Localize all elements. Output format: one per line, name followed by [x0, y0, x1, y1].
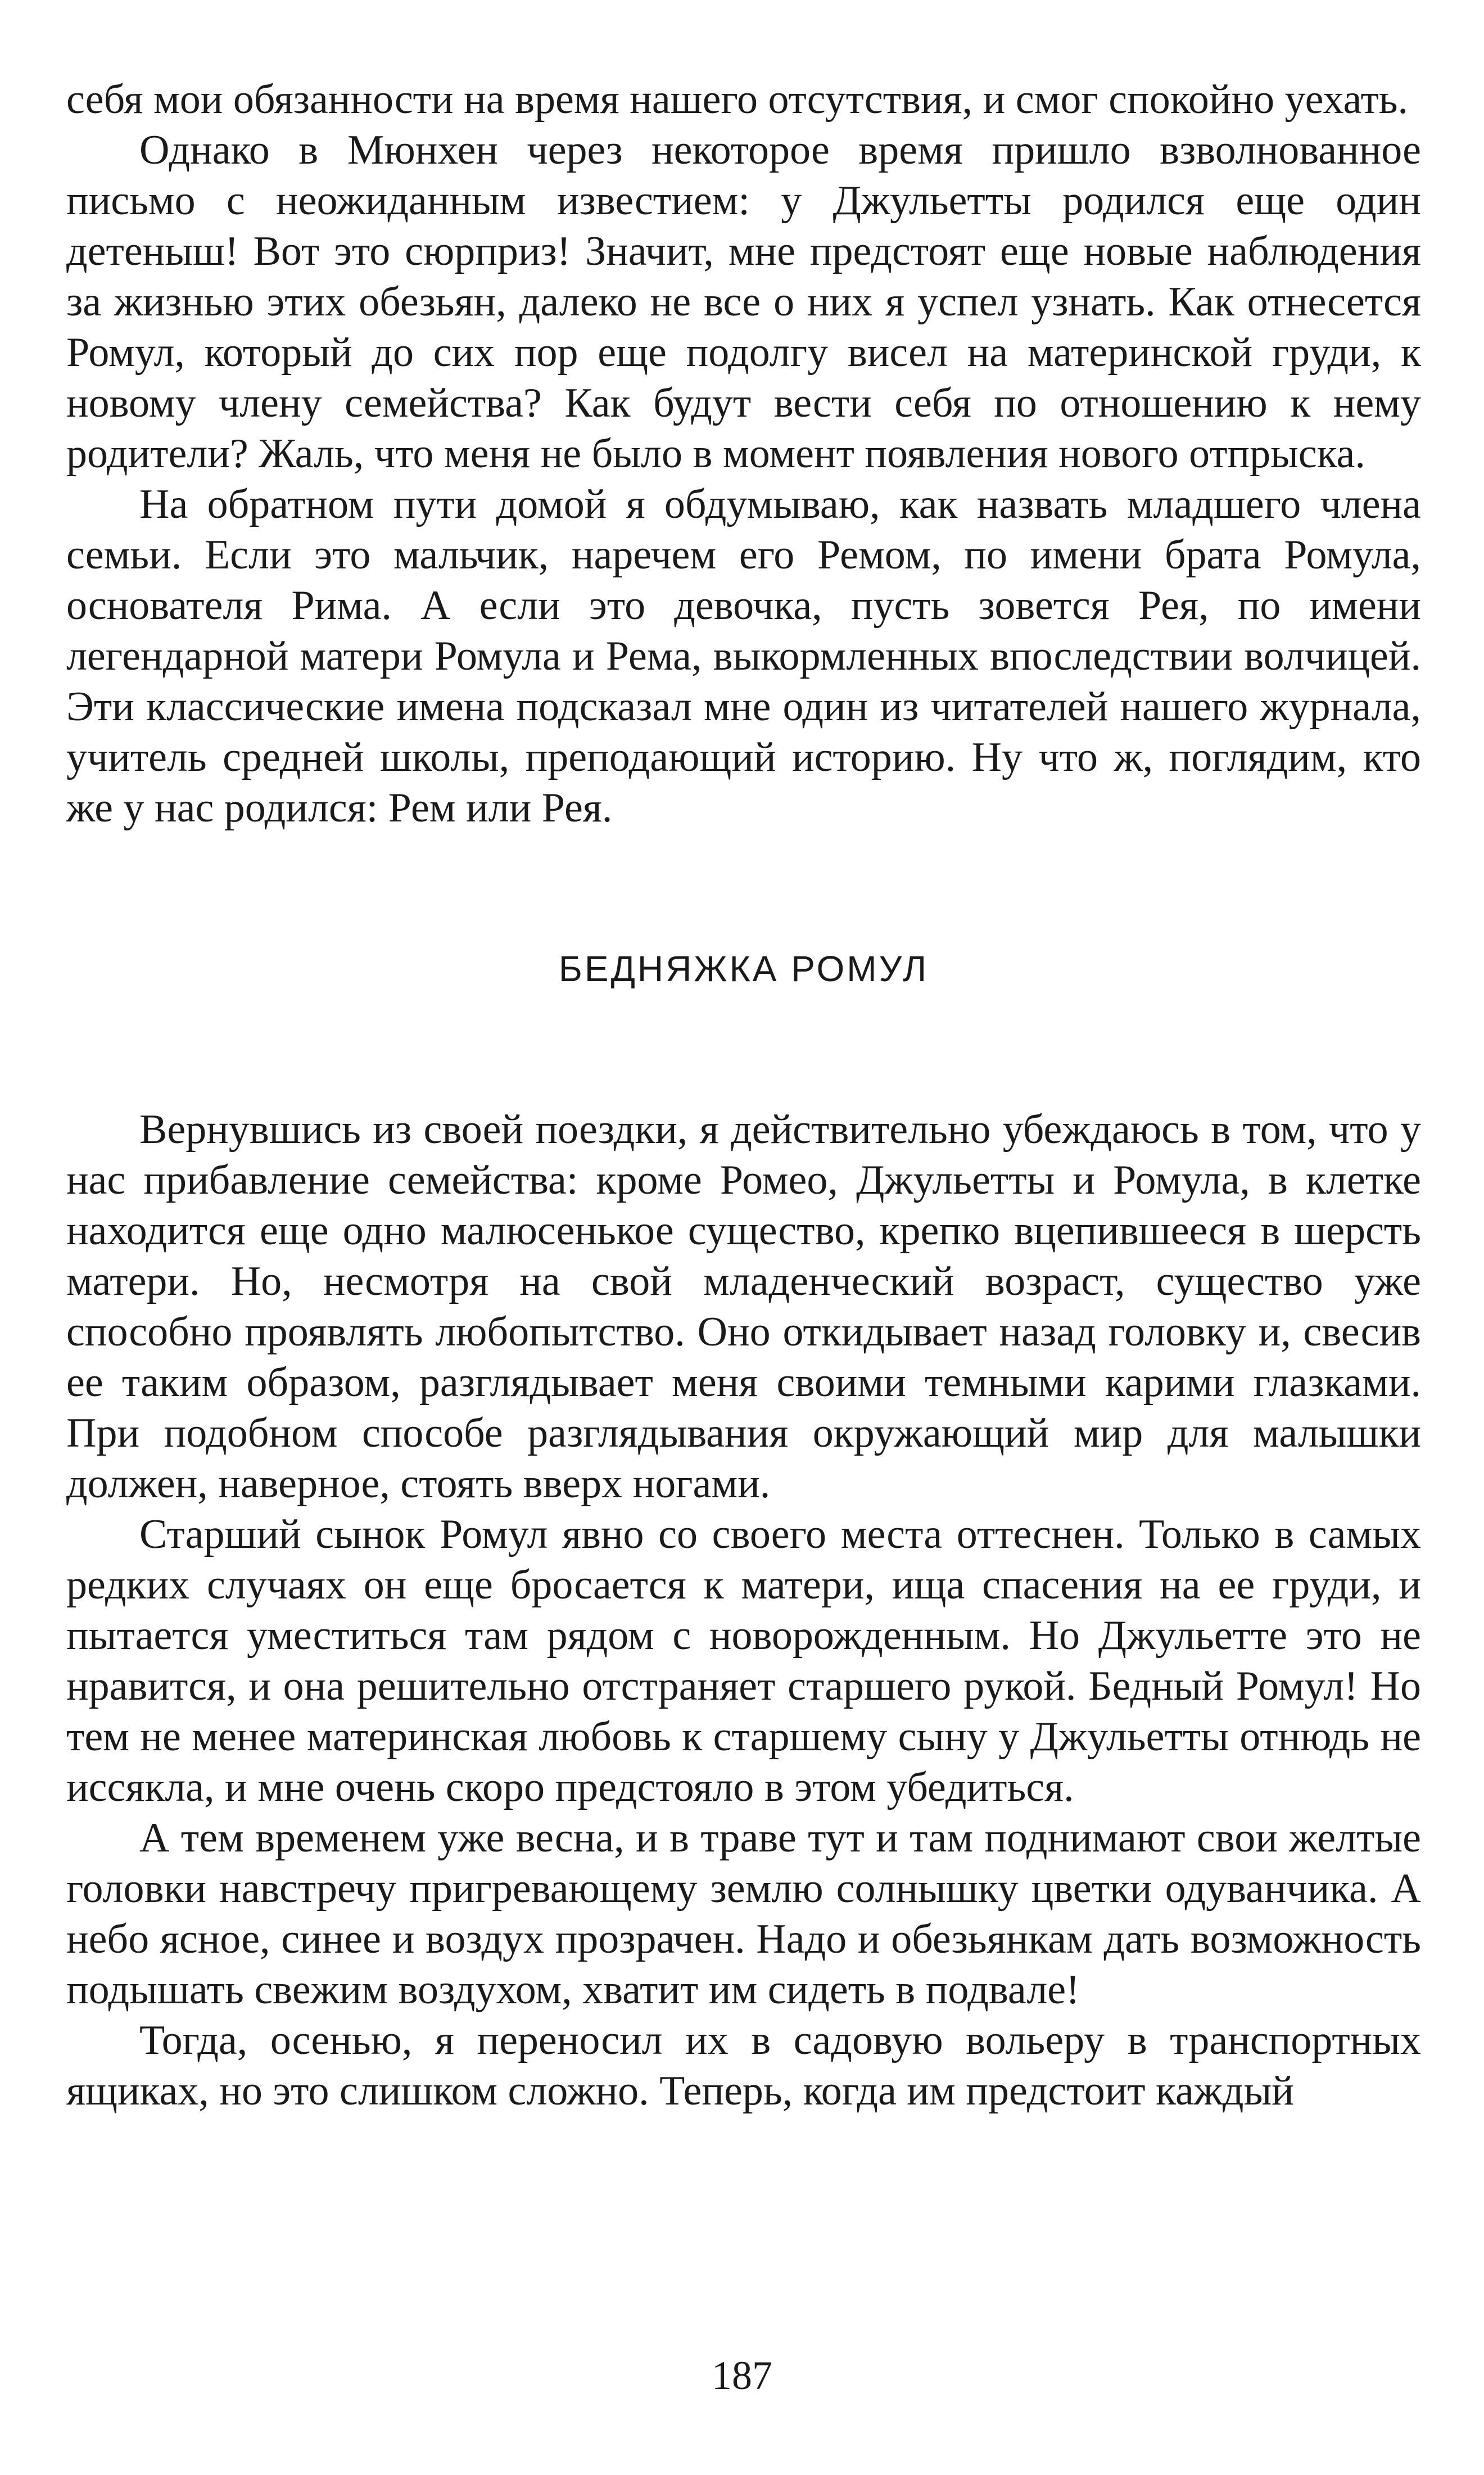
- paragraph-continued: себя мои обязанности на время нашего отсутствия, и смог спокойно уехать.: [66, 76, 1409, 123]
- page-number: 187: [712, 2353, 772, 2398]
- paragraph-naming: На обратном пути домой я обдумываю, как назвать младшего члена семьи. Если это мальчик, наречем его Ремом, по имени брата Ромула, основателя Рима. А если это девочка, пусть зовется Рея, по имени легендарной матери Ромула и Рема, выкормленных впоследствии волчицей. Эти классические имена подсказал мне один из читателей нашего журнала, учитель средней школы, преподающий историю. Ну что ж, поглядим, кто же у нас родился: Рем или Рея.: [66, 481, 1421, 831]
- paragraph-letter-news: Однако в Мюнхен через некоторое время пришло взволнованное письмо с неожиданным известием: у Джульетты родился еще один детеныш! Вот это сюрприз! Значит, мне предстоят еще новые наблюдения за жизнью этих обезьян, далеко не все о них я успел узнать. Как отнесется Ромул, который до сих пор еще подолгу висел на материнской груди, к новому члену семейства? Как будут вести себя по отношению к нему родители? Жаль, что меня не было в момент появления нового отпрыска.: [66, 127, 1421, 477]
- paragraph-new-family-member: Вернувшись из своей поездки, я действительно убеждаюсь в том, что у нас прибавление семейства: кроме Ромео, Джульетты и Ромула, в клетке находится еще одно малюсенькое существо, крепко вцепившееся в шерсть матери. Но, несмотря на свой младенческий возраст, существо уже способно проявлять любопытство. Оно откидывает назад головку и, свесив ее таким образом, разглядывает меня своими темными карими глазками. При подобном способе разглядывания окружающий мир для малышки должен, наверное, стоять вверх ногами.: [66, 1106, 1421, 1507]
- paragraph-transport: Тогда, осенью, я переносил их в садовую вольеру в транспортных ящиках, но это слишком сложно. Теперь, когда им предстоит каждый: [66, 2017, 1421, 2114]
- book-page: [66, 74, 1421, 2116]
- section-heading: БЕДНЯЖКА РОМУЛ: [558, 949, 929, 989]
- paragraph-spring: А тем временем уже весна, и в траве тут и там поднимают свои желтые головки навстречу пригревающему землю солнышку цветки одуванчика. А небо ясное, синее и воздух прозрачен. Надо и обезьянкам дать возможность подышать свежим воздухом, хватит им сидеть в подвале!: [66, 1815, 1421, 2013]
- paragraph-romulus-pushed-aside: Старший сынок Ромул явно со своего места оттеснен. Только в самых редких случаях он еще бросается к матери, ища спасения на ее груди, и пытается уместиться там рядом с новорожденным. Но Джульетте это не нравится, и она решительно отстраняет старшего рукой. Бедный Ромул! Но тем не менее материнская любовь к старшему сыну у Джульетты отнюдь не иссякла, и мне очень скоро предстояло в этом убедиться.: [66, 1511, 1421, 1810]
